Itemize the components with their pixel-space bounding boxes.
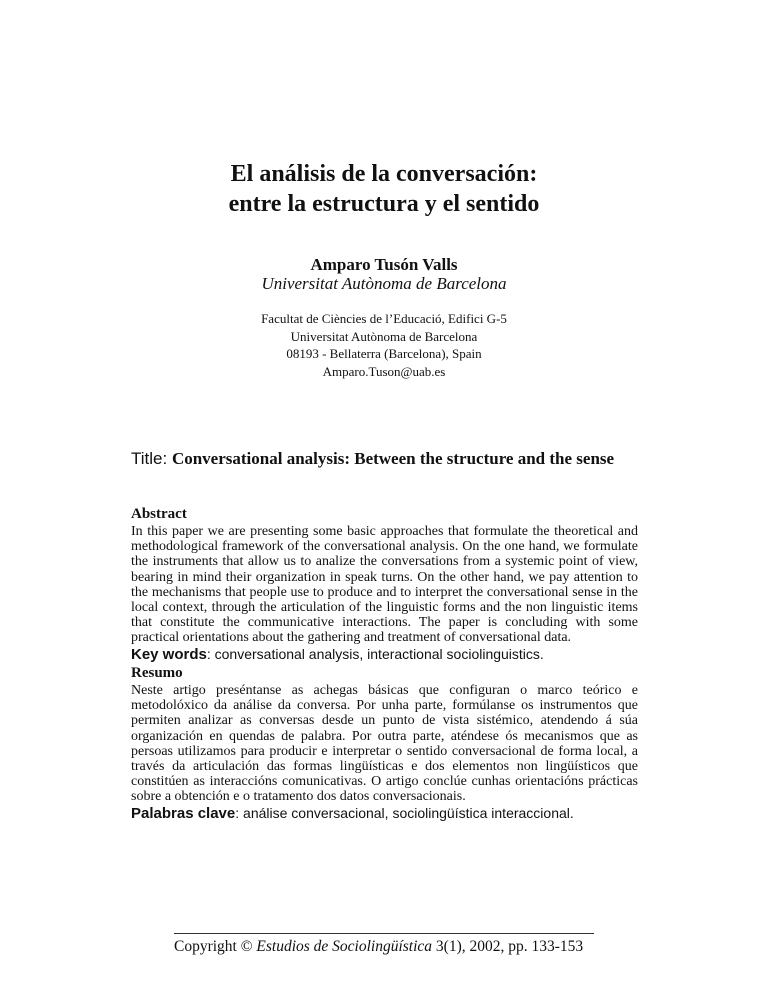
english-title-text: Conversational analysis: Between the structure and the sense <box>171 449 615 468</box>
paper-title-line-1: El análisis de la conversación: <box>230 161 538 187</box>
resumo-section <box>131 664 638 822</box>
paper-title <box>0 159 768 219</box>
paper-title-line-2: entre la estructura y el sentido <box>228 191 540 217</box>
author-affiliation: Universitat Autònoma de Barcelona <box>261 274 507 293</box>
resumo-keywords-text: : análise conversacional, sociolingüística interaccional. <box>235 804 574 821</box>
abstract-keywords-text: : conversational analysis, interactional sociolinguistics. <box>206 645 544 662</box>
address-line-3: 08193 - Bellaterra (Barcelona), Spain <box>286 346 482 361</box>
copyright-prefix: Copyright © <box>174 938 257 955</box>
resumo-keywords <box>131 805 638 822</box>
author-name: Amparo Tusón Valls <box>310 255 458 274</box>
english-title <box>131 448 614 470</box>
copyright-footer <box>174 937 583 957</box>
copyright-suffix: 3(1), 2002, pp. 133-153 <box>432 938 584 955</box>
journal-name: Estudios de Sociolingüística <box>256 938 433 955</box>
author-email: Amparo.Tuson@uab.es <box>322 363 446 379</box>
address-line-1: Facultat de Ciències de l’Educació, Edifici G-5 <box>261 311 507 326</box>
resumo-body: Neste artigo preséntanse as achegas básicas que configuran o marco teórico e metodolóxico da análise da conversa. Por unha parte, formúlanse os instrumentos que permiten analizar as conversas desde un punto de vista sistémico, atendendo á súa organización en quendas de palabra. Por outra parte, aténdese ós mecanismos que as persoas utilizamos para producir e interpretar o sentido conversacional de forma local, a través da articulación das formas lingüísticas e dos elementos non lingüísticos que constitúen as interaccións comunicativas. O artigo conclúe cunhas orientacións prácticas sobre a obtención e o tratamento dos datos conversacionais. <box>131 683 638 805</box>
resumo-heading: Resumo <box>131 665 183 681</box>
abstract-keywords <box>131 646 638 663</box>
author-address <box>0 310 768 380</box>
english-title-label: Title: <box>131 449 172 468</box>
abstract-section <box>131 505 638 663</box>
address-line-2: Universitat Autònoma de Barcelona <box>290 328 478 344</box>
resumo-keywords-label: Palabras clave <box>131 804 236 822</box>
abstract-keywords-label: Key words <box>131 645 207 663</box>
abstract-body: In this paper we are presenting some basic approaches that formulate the theoretical and methodological framework of the conversational analysis. On the one hand, we formulate the instruments that allow us to analize the conversations from a systemic point of view, bearing in mind their organization in speak turns. On the other hand, we pay attention to the mechanisms that people use to produce and to interpret the conversational sense in the local context, through the articulation of the linguistic forms and the non linguistic items that constitute the communicative interactions. The paper is concluding with some practical orientations about the gathering and treatment of conversational data. <box>131 524 638 646</box>
abstract-heading: Abstract <box>131 506 187 522</box>
footer-divider <box>174 933 594 934</box>
